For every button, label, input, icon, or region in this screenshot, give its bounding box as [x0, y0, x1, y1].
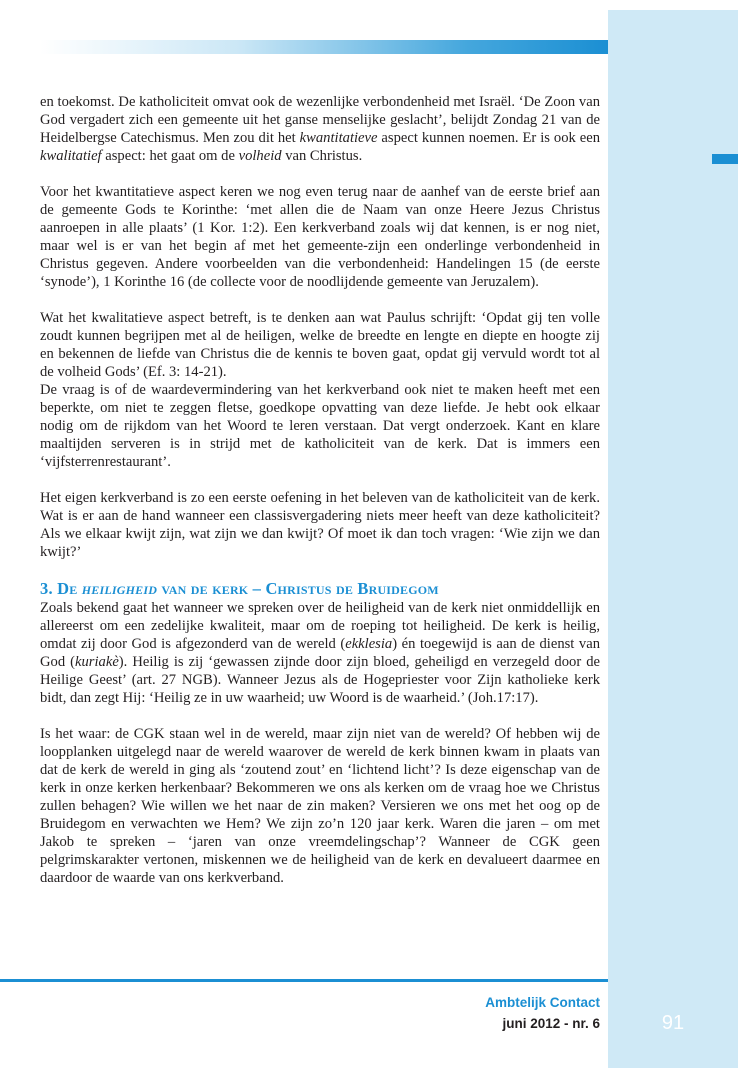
emphasis-text: ekklesia	[345, 636, 393, 652]
page-number: 91	[661, 1012, 685, 1034]
footer-issue-info: juni 2012 - nr. 6	[502, 1016, 600, 1031]
emphasis-text: kwalitatief	[40, 148, 102, 164]
footer-magazine-title: Ambtelijk Contact	[485, 995, 600, 1010]
footer-rule	[0, 979, 608, 982]
section-heading: 3. De heiligheid van de kerk – Christus de Bruidegom	[40, 579, 439, 598]
emphasis-text: heiligheid	[81, 579, 158, 598]
header-gradient-bar	[40, 40, 608, 54]
emphasis-text: volheid	[238, 148, 282, 164]
emphasis-text: kwantitatieve	[299, 130, 378, 146]
paragraph: en toekomst. De katholiciteit omvat ook de wezenlijke verbondenheid met Israël. ‘De Zoon van God vergadert zich een gemeente uit het ganse menselijke geslacht’, belijdt Zondag 21 van de Heidelbergse Catechismus. Men zou dit het kwantitatieve aspect kunnen noemen. Er is ook een kwalitatief aspect: het gaat om de volheid van Christus.	[40, 94, 600, 164]
paragraph: Voor het kwantitatieve aspect keren we nog even terug naar de aanhef van de eerste brief aan de gemeente Gods te Korinthe: ‘met allen die de Naam van onze Heere Jezus Christus aanroepen in alle plaats’ (1 Kor. 1:2). Een kerkverband zoals wij dat kennen, is er nog niet, maar wel is er van het begin af met het gemeente-zijn een onderlinge verbondenheid in Christus gegeven. Andere voorbeelden van die verbondenheid: Handelingen 15 (de eerste ‘synode’), 1 Korinthe 16 (de collecte voor de noodlijdende gemeente van Jeruzalem).	[40, 184, 600, 290]
article-body	[40, 93, 600, 887]
paragraph: Wat het kwalitatieve aspect betreft, is te denken aan wat Paulus schrijft: ‘Opdat gij ten volle zoudt kunnen begrijpen met al de heiligen, welke de breedte en lengte en diepte en hoogte zij en bekennen de liefde van Christus die de kennis te boven gaat, opdat gij vervuld wordt tot al de volheid Gods’ (Ef. 3: 14-21).	[40, 310, 600, 380]
emphasis-text: kuriakè	[75, 654, 119, 670]
paragraph: Is het waar: de CGK staan wel in de wereld, maar zijn niet van de wereld? Of hebben wij de loopplanken uitgelegd naar de wereld waarover de wereld de kerk binnen kwam in plaats van dat de kerk de wereld in ging als ‘zoutend zout’ en ‘lichtend licht’? Is deze eigenschap van de kerk in onze kerken herkenbaar? Bekommeren we ons als kerken om de vraag hoe we Christus zullen behagen? Wie willen we het naar de zin maken? Versieren we ons met het oog op de Bruidegom en verwachten we Hem? We zijn zo’n 120 jaar kerk. Waren die jaren – om met Jakob te spreken – ‘jaren van onze vreemdelingschap’? Wanneer de CGK geen pelgrimskarakter vertonen, miskennen we de heiligheid van de kerk en devalueert daarmee en daardoor de waarde van ons kerkverband.	[40, 726, 600, 886]
sidebar-accent-tab	[712, 154, 738, 164]
paragraph: De vraag is of de waardevermindering van het kerkverband ook niet te maken heeft met een beperkte, om niet te zeggen fletse, goedkope opvatting van deze liefde. Je hebt ook elkaar nodig om de rijkdom van het Woord te leren verstaan. Dat vergt onderzoek. Kant en klare maaltijden serveren is in strijd met de katholiciteit van de kerk. Dat is immers een ‘vijfsterrenrestaurant’.	[40, 382, 600, 470]
page-margin-sidebar	[608, 10, 738, 1068]
paragraph: Het eigen kerkverband is zo een eerste oefening in het beleven van de katholiciteit van de kerk. Wat is er aan de hand wanneer een classisvergadering niets meer heeft van deze katholiciteit? Als we elkaar kwijt zijn, wat zijn we dan kwijt? Of moet ik dan toch vragen: ‘Wie zijn we dan kwijt?’	[40, 490, 600, 560]
paragraph: Zoals bekend gaat het wanneer we spreken over de heiligheid van de kerk niet onmiddellijk en allereerst om een zedelijke kwaliteit, maar om de roeping tot heiligheid. De kerk is heilig, omdat zij door God is afgezonderd van de wereld (ekklesia) én toegewijd is aan de dienst van God (kuriakè). Heilig is zij ‘gewassen zijnde door zijn bloed, geheiligd en verzegeld door de Heilige Geest’ (art. 27 NGB). Wanneer Jezus als de Hogepriester voor Zijn katholieke kerk bidt, dan zegt Hij: ‘Heilig ze in uw waarheid; uw Woord is de waarheid.’ (Joh.17:17).	[40, 600, 600, 706]
